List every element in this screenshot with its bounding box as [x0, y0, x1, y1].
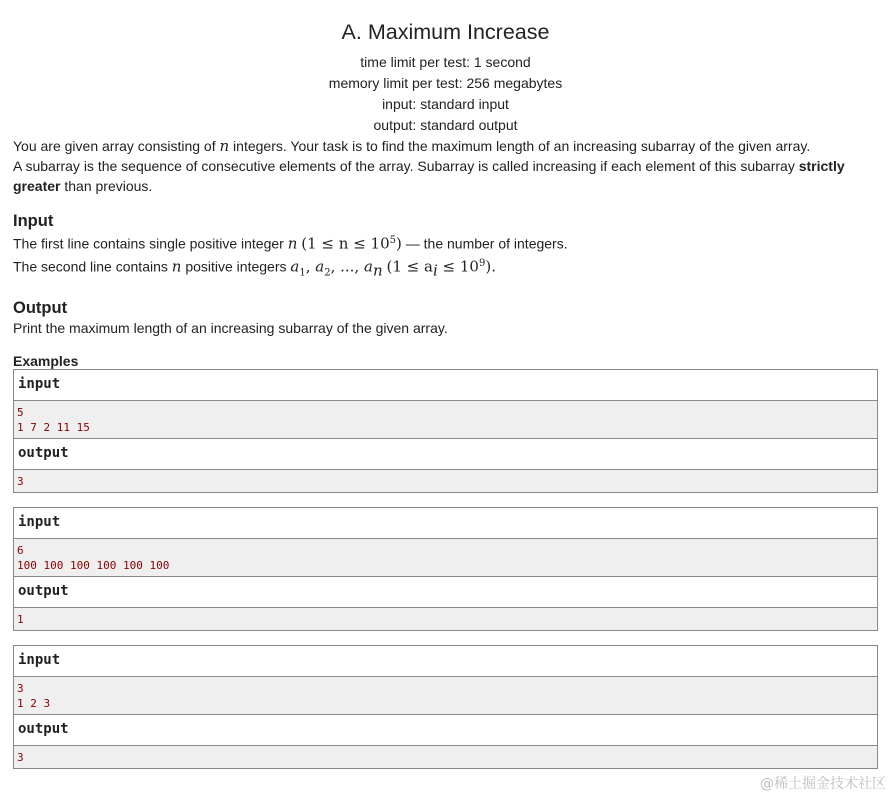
example-output-line: 3: [17, 475, 24, 489]
example-input-line: 5: [17, 406, 24, 420]
example-input-line: 100 100 100 100 100 100: [17, 559, 170, 573]
memory-limit: memory limit per test: 256 megabytes: [328, 75, 563, 91]
example-output-label: output: [14, 715, 877, 746]
example-block: [13, 507, 878, 631]
input-line-2: The second line contains n positive integers $a_1$, $a_2$, ..., $a_n$ $(1 \le a_i \le 10^9)$.: [13, 257, 496, 280]
example-input-line: 1 2 3: [17, 697, 51, 711]
example-input-label: input: [14, 370, 877, 401]
input-spec: input: standard input: [382, 96, 509, 112]
examples-list: [13, 369, 878, 769]
example-output-content: [14, 470, 877, 492]
example-input-label: input: [14, 508, 877, 539]
input-heading: Input: [13, 212, 54, 230]
examples-title: Examples: [13, 353, 79, 370]
example-input-label: input: [14, 646, 877, 677]
statement-paragraph-1: You are given array consisting of n integers. Your task is to find the maximum length of an increasing subarray of the given array.: [13, 137, 811, 155]
example-input-line: 3: [17, 682, 24, 696]
statement-paragraph-2: A subarray is the sequence of consecutive elements of the array. Subarray is called increasing if each element of this subarray strictly greater than previous.: [13, 158, 845, 194]
time-limit: time limit per test: 1 second: [360, 54, 531, 70]
problem-statement: [13, 0, 878, 769]
watermark: @稀土掘金技术社区: [760, 776, 886, 792]
output-text: Print the maximum length of an increasing subarray of the given array.: [13, 320, 448, 337]
example-input-content: [14, 539, 877, 577]
example-input-line: 6: [17, 544, 24, 558]
output-heading: Output: [13, 299, 68, 318]
example-input-content: [14, 677, 877, 715]
example-output-content: [14, 746, 877, 768]
example-input-content: [14, 401, 877, 439]
example-block: [13, 369, 878, 493]
input-line-1: The first line contains single positive integer n $(1 \le n \le 10^5)$ — the number of integers.: [13, 234, 568, 253]
problem-title: A. Maximum Increase: [341, 20, 550, 44]
example-block: [13, 645, 878, 769]
example-output-label: output: [14, 577, 877, 608]
example-output-label: output: [14, 439, 877, 470]
example-output-content: [14, 608, 877, 630]
example-output-line: 3: [17, 751, 24, 765]
example-output-line: 1: [17, 613, 24, 627]
example-input-line: 1 7 2 11 15: [17, 421, 90, 435]
output-spec: output: standard output: [373, 117, 518, 133]
